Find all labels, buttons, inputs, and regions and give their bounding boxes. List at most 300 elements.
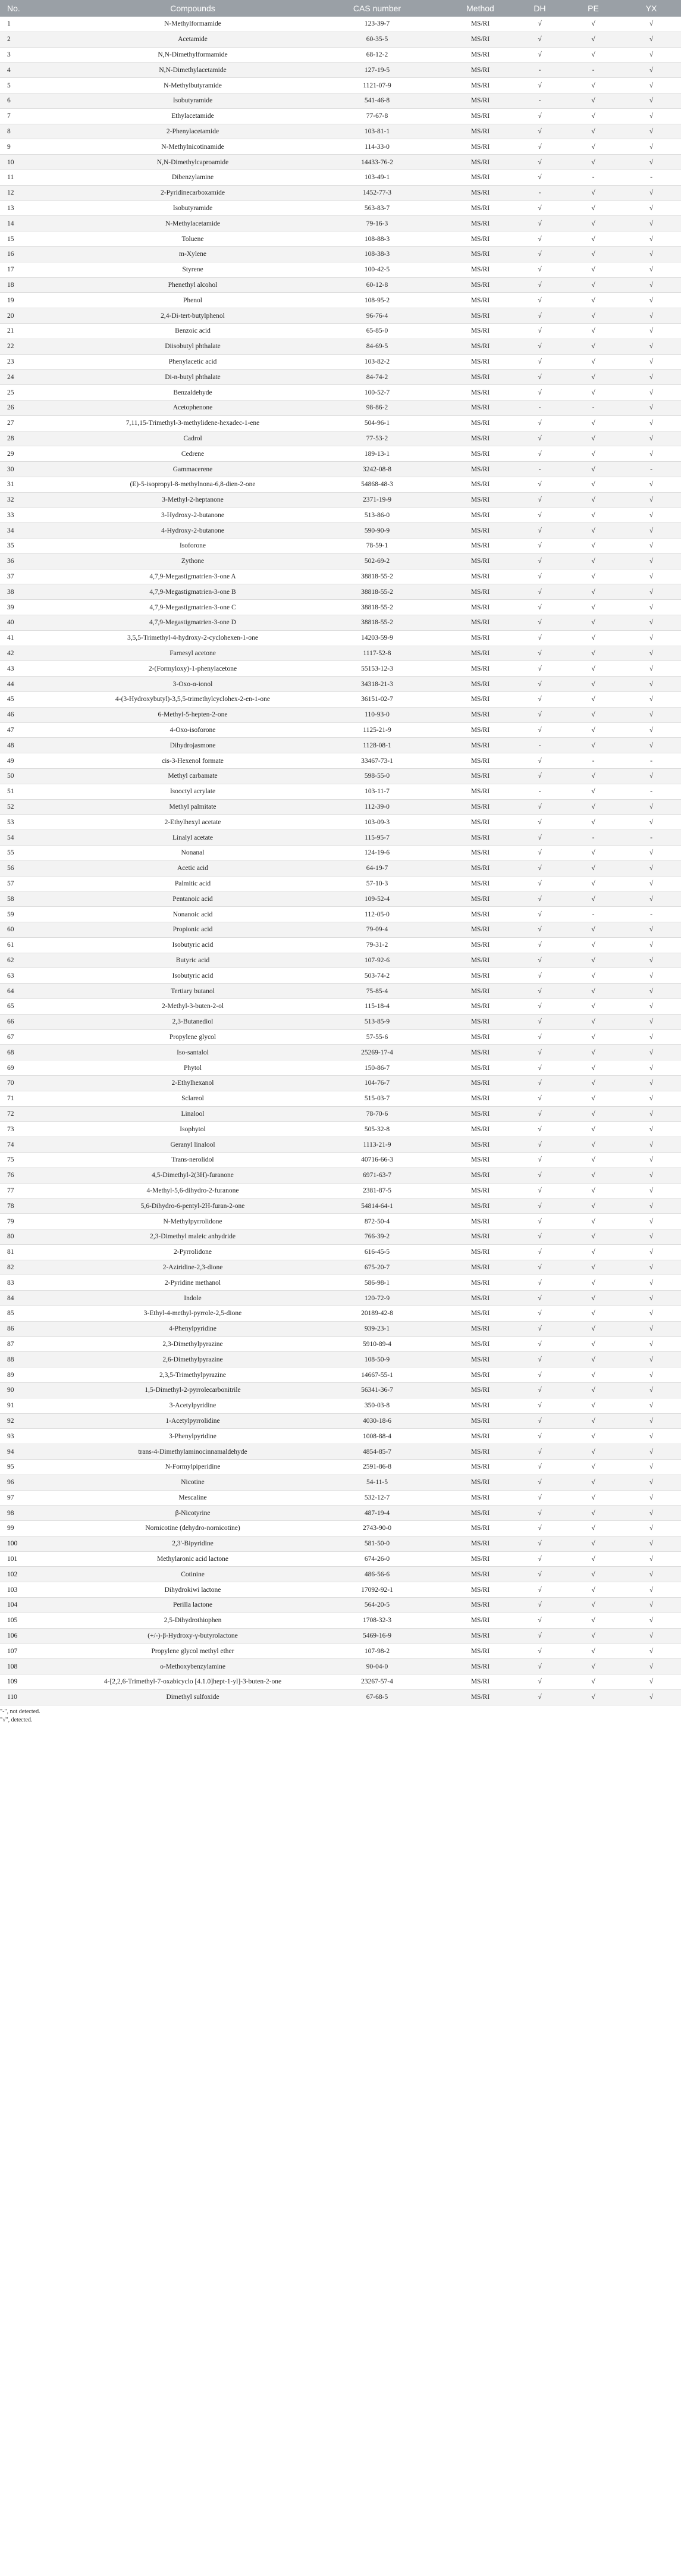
cell-compound: N,N-Dimethylformamide [77,47,308,62]
table-row [0,553,681,569]
cell-method: MS/RI [446,1382,514,1398]
header-compounds: Compounds [77,0,308,17]
table-row [0,1582,681,1598]
table-row [0,262,681,277]
cell-method: MS/RI [446,93,514,108]
cell-compound: 3-Hydroxy-2-butanone [77,508,308,523]
cell-yx: √ [622,1659,681,1674]
cell-cas-number: 108-38-3 [308,246,446,262]
cell-dh: √ [514,846,565,861]
table-row [0,93,681,108]
cell-no: 44 [0,677,77,692]
cell-method: MS/RI [446,1613,514,1628]
cell-no: 6 [0,93,77,108]
table-row [0,815,681,830]
cell-cas-number: 109-52-4 [308,891,446,907]
table-row [0,446,681,462]
cell-no: 94 [0,1444,77,1460]
cell-cas-number: 2743-90-0 [308,1521,446,1536]
cell-pe: √ [565,584,622,600]
cell-method: MS/RI [446,553,514,569]
cell-method: MS/RI [446,78,514,93]
cell-pe: √ [565,999,622,1015]
table-row [0,584,681,600]
cell-method: MS/RI [446,492,514,508]
cell-method: MS/RI [446,968,514,984]
cell-no: 2 [0,32,77,47]
cell-compound: 5,6-Dihydro-6-pentyl-2H-furan-2-one [77,1198,308,1214]
cell-no: 56 [0,860,77,876]
cell-compound: 1-Acetylpyrrolidine [77,1413,308,1429]
table-row [0,108,681,124]
cell-dh: √ [514,630,565,646]
cell-cas-number: 103-82-2 [308,354,446,370]
cell-method: MS/RI [446,1183,514,1198]
cell-pe: √ [565,385,622,400]
cell-cas-number: 590-90-9 [308,523,446,539]
cell-method: MS/RI [446,477,514,492]
cell-yx: √ [622,539,681,554]
cell-yx: √ [622,1229,681,1244]
cell-compound: Dihydrokiwi lactone [77,1582,308,1598]
cell-pe: √ [565,47,622,62]
cell-yx: √ [622,492,681,508]
cell-no: 58 [0,891,77,907]
cell-compound: 4-Hydroxy-2-butanone [77,523,308,539]
cell-cas-number: 5469-16-9 [308,1628,446,1644]
cell-pe: √ [565,1644,622,1659]
cell-compound: Isooctyl acrylate [77,784,308,799]
cell-pe: √ [565,1613,622,1628]
cell-cas-number: 36151-02-7 [308,692,446,708]
table-row [0,1152,681,1168]
table-row [0,1444,681,1460]
cell-method: MS/RI [446,539,514,554]
cell-dh: √ [514,1689,565,1705]
table-row [0,431,681,446]
cell-method: MS/RI [446,1674,514,1690]
cell-compound: Propylene glycol [77,1029,308,1045]
cell-compound: cis-3-Hexenol formate [77,753,308,769]
cell-compound: Di-n-butyl phthalate [77,370,308,385]
cell-no: 28 [0,431,77,446]
table-row [0,1429,681,1444]
table-row [0,1459,681,1475]
cell-pe: - [565,62,622,78]
cell-compound: Methyl palmitate [77,799,308,815]
cell-compound: 3,5,5-Trimethyl-4-hydroxy-2-cyclohexen-1-one [77,630,308,646]
cell-cas-number: 64-19-7 [308,860,446,876]
table-row [0,1198,681,1214]
cell-dh: √ [514,1352,565,1367]
cell-cas-number: 84-74-2 [308,370,446,385]
cell-cas-number: 541-46-8 [308,93,446,108]
cell-no: 67 [0,1029,77,1045]
cell-cas-number: 107-92-6 [308,953,446,968]
cell-no: 30 [0,462,77,477]
cell-pe: √ [565,876,622,891]
cell-yx: √ [622,769,681,784]
cell-pe: √ [565,1091,622,1106]
table-row [0,492,681,508]
cell-yx: √ [622,1459,681,1475]
cell-yx: √ [622,32,681,47]
cell-method: MS/RI [446,953,514,968]
cell-yx: √ [622,1367,681,1383]
cell-yx: √ [622,646,681,661]
cell-method: MS/RI [446,1367,514,1383]
cell-method: MS/RI [446,1137,514,1153]
cell-yx: √ [622,1029,681,1045]
cell-compound: Nonanal [77,846,308,861]
cell-compound: 2-Pyridine methanol [77,1275,308,1291]
cell-cas-number: 77-53-2 [308,431,446,446]
cell-no: 38 [0,584,77,600]
cell-yx: √ [622,1091,681,1106]
cell-method: MS/RI [446,62,514,78]
table-row [0,1336,681,1352]
cell-pe: √ [565,93,622,108]
cell-compound: trans-4-Dimethylaminocinnamaldehyde [77,1444,308,1460]
cell-compound: Acetamide [77,32,308,47]
cell-dh: √ [514,1628,565,1644]
cell-yx: √ [622,860,681,876]
cell-dh: √ [514,523,565,539]
cell-yx: √ [622,277,681,293]
cell-no: 57 [0,876,77,891]
cell-cas-number: 675-20-7 [308,1260,446,1275]
cell-cas-number: 112-39-0 [308,799,446,815]
cell-compound: 4,7,9-Megastigmatrien-3-one A [77,569,308,584]
table-row [0,308,681,324]
cell-pe: √ [565,1214,622,1229]
cell-yx: √ [622,1582,681,1598]
cell-method: MS/RI [446,1567,514,1582]
cell-yx: √ [622,293,681,308]
cell-dh: √ [514,569,565,584]
cell-pe: √ [565,922,622,938]
cell-dh: √ [514,1382,565,1398]
table-row [0,1398,681,1413]
cell-dh: √ [514,922,565,938]
cell-compound: 1,5-Dimethyl-2-pyrrolecarbonitrile [77,1382,308,1398]
cell-pe: √ [565,1168,622,1183]
cell-yx: √ [622,630,681,646]
cell-pe: √ [565,323,622,339]
cell-method: MS/RI [446,984,514,999]
cell-yx: √ [622,1168,681,1183]
cell-pe: √ [565,630,622,646]
cell-dh: √ [514,308,565,324]
cell-dh: √ [514,1075,565,1091]
cell-dh: √ [514,1659,565,1674]
cell-no: 69 [0,1060,77,1076]
cell-compound: Benzoic acid [77,323,308,339]
cell-no: 59 [0,907,77,922]
cell-no: 19 [0,293,77,308]
cell-yx: - [622,170,681,185]
cell-yx: √ [622,799,681,815]
cell-yx: √ [622,1413,681,1429]
table-row [0,477,681,492]
table-row [0,707,681,722]
cell-dh: √ [514,1582,565,1598]
cell-no: 66 [0,1014,77,1029]
cell-compound: Isophytol [77,1122,308,1137]
cell-cas-number: 486-56-6 [308,1567,446,1582]
table-row [0,415,681,431]
cell-yx: √ [622,1214,681,1229]
cell-cas-number: 487-19-4 [308,1505,446,1521]
cell-dh: √ [514,1060,565,1076]
cell-method: MS/RI [446,1152,514,1168]
cell-pe: - [565,170,622,185]
cell-no: 109 [0,1674,77,1690]
cell-yx: √ [622,78,681,93]
table-row [0,1214,681,1229]
cell-yx: √ [622,1106,681,1122]
cell-yx: √ [622,17,681,32]
cell-cas-number: 65-85-0 [308,323,446,339]
cell-cas-number: 1128-08-1 [308,738,446,753]
cell-dh: √ [514,155,565,170]
cell-cas-number: 33467-73-1 [308,753,446,769]
table-row [0,78,681,93]
cell-method: MS/RI [446,462,514,477]
cell-compound: 4-Phenylpyridine [77,1321,308,1336]
cell-method: MS/RI [446,47,514,62]
cell-compound: 2,3-Dimethyl maleic anhydride [77,1229,308,1244]
cell-dh: √ [514,277,565,293]
cell-method: MS/RI [446,937,514,953]
cell-dh: - [514,93,565,108]
table-row [0,246,681,262]
cell-cas-number: 79-16-3 [308,216,446,231]
table-row [0,722,681,738]
cell-yx: √ [622,1291,681,1306]
cell-no: 60 [0,922,77,938]
cell-no: 97 [0,1490,77,1505]
table-row [0,860,681,876]
cell-cas-number: 598-55-0 [308,769,446,784]
cell-dh: √ [514,415,565,431]
table-row [0,738,681,753]
cell-yx: √ [622,1060,681,1076]
cell-method: MS/RI [446,1413,514,1429]
cell-dh: √ [514,1244,565,1260]
cell-method: MS/RI [446,692,514,708]
cell-compound: N-Methylpyrrolidone [77,1214,308,1229]
cell-pe: √ [565,784,622,799]
cell-pe: √ [565,1459,622,1475]
cell-pe: √ [565,108,622,124]
cell-dh: √ [514,615,565,631]
cell-method: MS/RI [446,1536,514,1551]
cell-compound: Iso-santalol [77,1045,308,1060]
cell-pe: √ [565,1075,622,1091]
cell-yx: √ [622,385,681,400]
cell-cas-number: 123-39-7 [308,17,446,32]
cell-yx: √ [622,569,681,584]
cell-pe: √ [565,1674,622,1690]
cell-no: 8 [0,124,77,139]
cell-cas-number: 40716-66-3 [308,1152,446,1168]
cell-compound: 2-(Formyloxy)-1-phenylacetone [77,661,308,677]
cell-no: 46 [0,707,77,722]
table-row [0,370,681,385]
cell-cas-number: 515-03-7 [308,1091,446,1106]
cell-pe: - [565,907,622,922]
cell-no: 52 [0,799,77,815]
cell-dh: √ [514,1644,565,1659]
cell-method: MS/RI [446,1060,514,1076]
cell-method: MS/RI [446,1521,514,1536]
cell-yx: √ [622,47,681,62]
cell-no: 41 [0,630,77,646]
cell-pe: √ [565,1628,622,1644]
cell-yx: √ [622,354,681,370]
cell-no: 17 [0,262,77,277]
cell-method: MS/RI [446,1045,514,1060]
cell-method: MS/RI [446,999,514,1015]
cell-compound: Isobutyramide [77,93,308,108]
cell-yx: √ [622,815,681,830]
cell-method: MS/RI [446,1244,514,1260]
cell-compound: Palmitic acid [77,876,308,891]
cell-dh: √ [514,1551,565,1567]
cell-method: MS/RI [446,1505,514,1521]
cell-pe: √ [565,17,622,32]
cell-compound: Nornicotine (dehydro-nornicotine) [77,1521,308,1536]
cell-compound: Isoforone [77,539,308,554]
cell-yx: √ [622,1674,681,1690]
cell-compound: Toluene [77,231,308,247]
cell-cas-number: 98-86-2 [308,400,446,415]
cell-yx: √ [622,62,681,78]
table-row [0,984,681,999]
cell-yx: √ [622,1183,681,1198]
cell-pe: √ [565,1429,622,1444]
cell-no: 15 [0,231,77,247]
cell-no: 35 [0,539,77,554]
cell-method: MS/RI [446,860,514,876]
cell-dh: √ [514,692,565,708]
cell-method: MS/RI [446,1689,514,1705]
cell-method: MS/RI [446,308,514,324]
cell-dh: √ [514,323,565,339]
cell-cas-number: 1125-21-9 [308,722,446,738]
cell-dh: √ [514,1091,565,1106]
cell-compound: Dibenzylamine [77,170,308,185]
cell-no: 1 [0,17,77,32]
cell-dh: √ [514,492,565,508]
cell-cas-number: 108-88-3 [308,231,446,247]
cell-cas-number: 23267-57-4 [308,1674,446,1690]
cell-compound: Phenol [77,293,308,308]
cell-pe: √ [565,1567,622,1582]
cell-no: 76 [0,1168,77,1183]
cell-compound: 2,6-Dimethylpyrazine [77,1352,308,1367]
cell-pe: √ [565,722,622,738]
cell-cas-number: 55153-12-3 [308,661,446,677]
cell-yx: √ [622,999,681,1015]
cell-cas-number: 54-11-5 [308,1475,446,1490]
cell-yx: √ [622,1689,681,1705]
table-row [0,1321,681,1336]
cell-yx: √ [622,553,681,569]
cell-no: 62 [0,953,77,968]
cell-dh: √ [514,953,565,968]
cell-compound: N-Formylpiperidine [77,1459,308,1475]
cell-method: MS/RI [446,201,514,216]
cell-compound: Benzaldehyde [77,385,308,400]
table-row [0,1045,681,1060]
table-row [0,630,681,646]
cell-yx: √ [622,1152,681,1168]
cell-yx: √ [622,677,681,692]
cell-pe: √ [565,1106,622,1122]
cell-no: 107 [0,1644,77,1659]
cell-method: MS/RI [446,1352,514,1367]
cell-yx: √ [622,891,681,907]
cell-compound: 4,7,9-Megastigmatrien-3-one B [77,584,308,600]
cell-pe: √ [565,1336,622,1352]
cell-yx: √ [622,1014,681,1029]
cell-yx: √ [622,216,681,231]
cell-pe: √ [565,446,622,462]
cell-yx: √ [622,1444,681,1460]
table-row [0,1075,681,1091]
cell-pe: √ [565,370,622,385]
cell-method: MS/RI [446,1014,514,1029]
cell-pe: - [565,830,622,846]
cell-compound: Dihydrojasmone [77,738,308,753]
cell-method: MS/RI [446,139,514,155]
cell-compound: 2,3-Dimethylpyrazine [77,1336,308,1352]
cell-cas-number: 766-39-2 [308,1229,446,1244]
table-row [0,1106,681,1122]
cell-pe: √ [565,1291,622,1306]
cell-cas-number: 124-19-6 [308,846,446,861]
cell-method: MS/RI [446,1306,514,1321]
cell-dh: √ [514,246,565,262]
cell-no: 106 [0,1628,77,1644]
cell-pe: √ [565,462,622,477]
cell-method: MS/RI [446,1582,514,1598]
cell-pe: √ [565,553,622,569]
cell-no: 48 [0,738,77,753]
table-row [0,769,681,784]
cell-compound: Cadrol [77,431,308,446]
cell-pe: √ [565,1275,622,1291]
cell-pe: √ [565,677,622,692]
cell-pe: √ [565,32,622,47]
cell-method: MS/RI [446,1551,514,1567]
cell-pe: √ [565,216,622,231]
cell-compound: 2-Aziridine-2,3-dione [77,1260,308,1275]
cell-yx: √ [622,984,681,999]
table-row [0,539,681,554]
cell-method: MS/RI [446,630,514,646]
cell-pe: √ [565,769,622,784]
header-method: Method [446,0,514,17]
cell-pe: √ [565,846,622,861]
cell-yx: √ [622,692,681,708]
table-row [0,1382,681,1398]
table-row [0,170,681,185]
cell-cas-number: 14203-59-9 [308,630,446,646]
cell-yx: √ [622,231,681,247]
